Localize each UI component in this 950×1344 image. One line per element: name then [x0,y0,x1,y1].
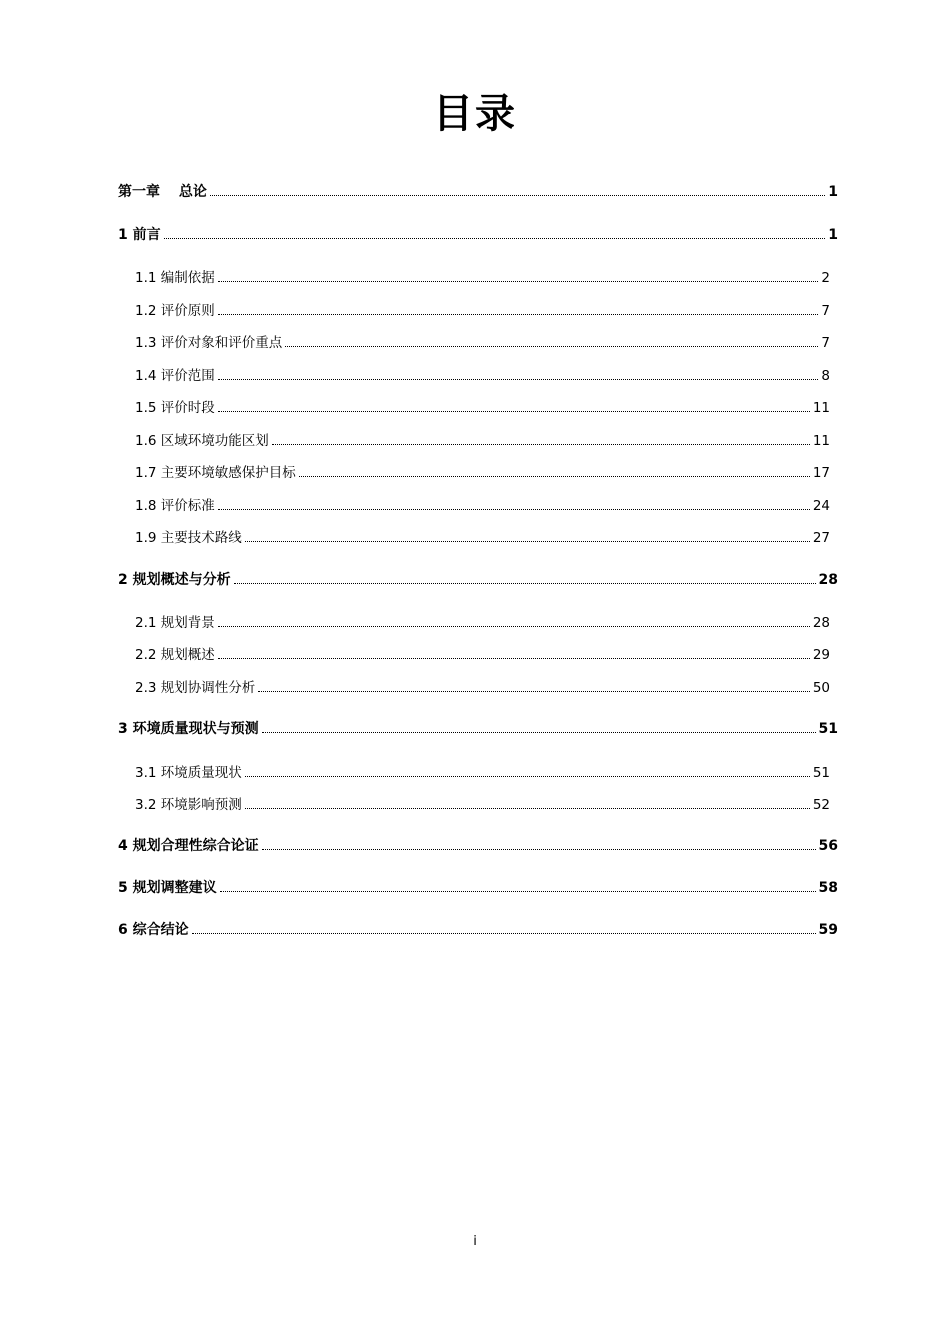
toc-entry-page: 58 [818,880,838,896]
toc-entry-section-1-7[interactable] [135,461,830,481]
toc-entry-label: 1.5 评价时段 [135,400,215,416]
dot-leader [218,314,819,315]
toc-entry-section-1-6[interactable] [135,429,830,449]
dot-leader [220,891,816,892]
toc-entry-page: 51 [812,765,830,781]
toc-entry-chapter-1[interactable] [118,181,838,201]
toc-entry-label: 2 规划概述与分析 [118,572,231,588]
toc-entry-label: 3.2 环境影响预测 [135,797,242,813]
toc-entry-label: 1.4 评价范围 [135,368,215,384]
footer-page-number: i [473,1234,477,1249]
dot-leader [245,541,810,542]
toc-entry-page: 1 [828,227,838,243]
toc-entry-page: 51 [818,721,838,737]
dot-leader [245,776,810,777]
toc-entry-label: 1.3 评价对象和评价重点 [135,335,283,351]
toc-entry-page: 29 [812,647,830,663]
toc-entry-section-2-3[interactable] [135,676,830,696]
toc-entry-section-1-5[interactable] [135,396,830,416]
dot-leader [210,195,825,196]
dot-leader [218,281,819,282]
toc-entry-label: 1.7 主要环境敏感保护目标 [135,465,296,481]
dot-leader [285,346,818,347]
toc-entry-page: 8 [821,368,830,384]
toc-entry-section-1-4[interactable] [135,364,830,384]
toc-entry-page: 28 [812,615,830,631]
toc-entry-label: 2.3 规划协调性分析 [135,680,256,696]
dot-leader [218,658,810,659]
dot-leader [299,476,810,477]
toc-entry-page: 11 [812,400,830,416]
dot-leader [218,626,810,627]
toc-entry-page: 52 [812,797,830,813]
toc-entry-page: 17 [812,465,830,481]
toc-entry-label: 3 环境质量现状与预测 [118,721,259,737]
toc-entry-label: 5 规划调整建议 [118,880,217,896]
toc-entry-section-2-2[interactable] [135,643,830,663]
dot-leader [272,444,810,445]
toc-entry-label: 3.1 环境质量现状 [135,765,242,781]
toc-entry-section-5[interactable] [118,877,838,897]
toc-entry-section-3-2[interactable] [135,793,830,813]
toc-entry-label: 1.1 编制依据 [135,270,215,286]
toc-entry-page: 28 [818,572,838,588]
toc-entry-page: 27 [812,530,830,546]
toc-entry-label: 2.1 规划背景 [135,615,215,631]
toc-entry-section-4[interactable] [118,835,838,855]
toc-entry-section-2-1[interactable] [135,611,830,631]
page-title: 目录 [433,90,517,137]
toc-entry-page: 24 [812,498,830,514]
toc-entry-label: 6 综合结论 [118,922,189,938]
dot-leader [245,808,810,809]
toc-entry-page: 1 [828,184,838,200]
toc-entry-label: 第一章 总论 [118,184,207,200]
dot-leader [164,238,826,239]
toc-entry-section-1-1[interactable] [135,266,830,286]
toc-entry-section-1-2[interactable] [135,299,830,319]
dot-leader [218,379,819,380]
toc-entry-page: 7 [821,303,830,319]
toc-entry-label: 1.2 评价原则 [135,303,215,319]
toc-entry-page: 59 [818,922,838,938]
dot-leader [234,583,816,584]
toc-entry-section-6[interactable] [118,919,838,939]
toc-entry-label: 2.2 规划概述 [135,647,215,663]
toc-entry-label: 1.6 区域环境功能区划 [135,433,269,449]
dot-leader [218,509,810,510]
dot-leader [192,933,816,934]
toc-entry-page: 11 [812,433,830,449]
dot-leader [258,691,810,692]
toc-entry-section-1[interactable] [118,224,838,244]
toc-entry-section-3-1[interactable] [135,761,830,781]
toc-entry-section-2[interactable] [118,569,838,589]
toc-entry-section-1-9[interactable] [135,526,830,546]
toc-entry-label: 4 规划合理性综合论证 [118,838,259,854]
toc-entry-page: 50 [812,680,830,696]
dot-leader [262,732,816,733]
toc-entry-label: 1.8 评价标准 [135,498,215,514]
dot-leader [262,849,816,850]
toc-entry-page: 2 [821,270,830,286]
toc-entry-section-1-3[interactable] [135,331,830,351]
dot-leader [218,411,810,412]
toc-entry-label: 1.9 主要技术路线 [135,530,242,546]
toc-entry-section-1-8[interactable] [135,494,830,514]
toc-entry-section-3[interactable] [118,718,838,738]
toc-entry-page: 7 [821,335,830,351]
toc-entry-page: 56 [818,838,838,854]
toc-entry-label: 1 前言 [118,227,161,243]
